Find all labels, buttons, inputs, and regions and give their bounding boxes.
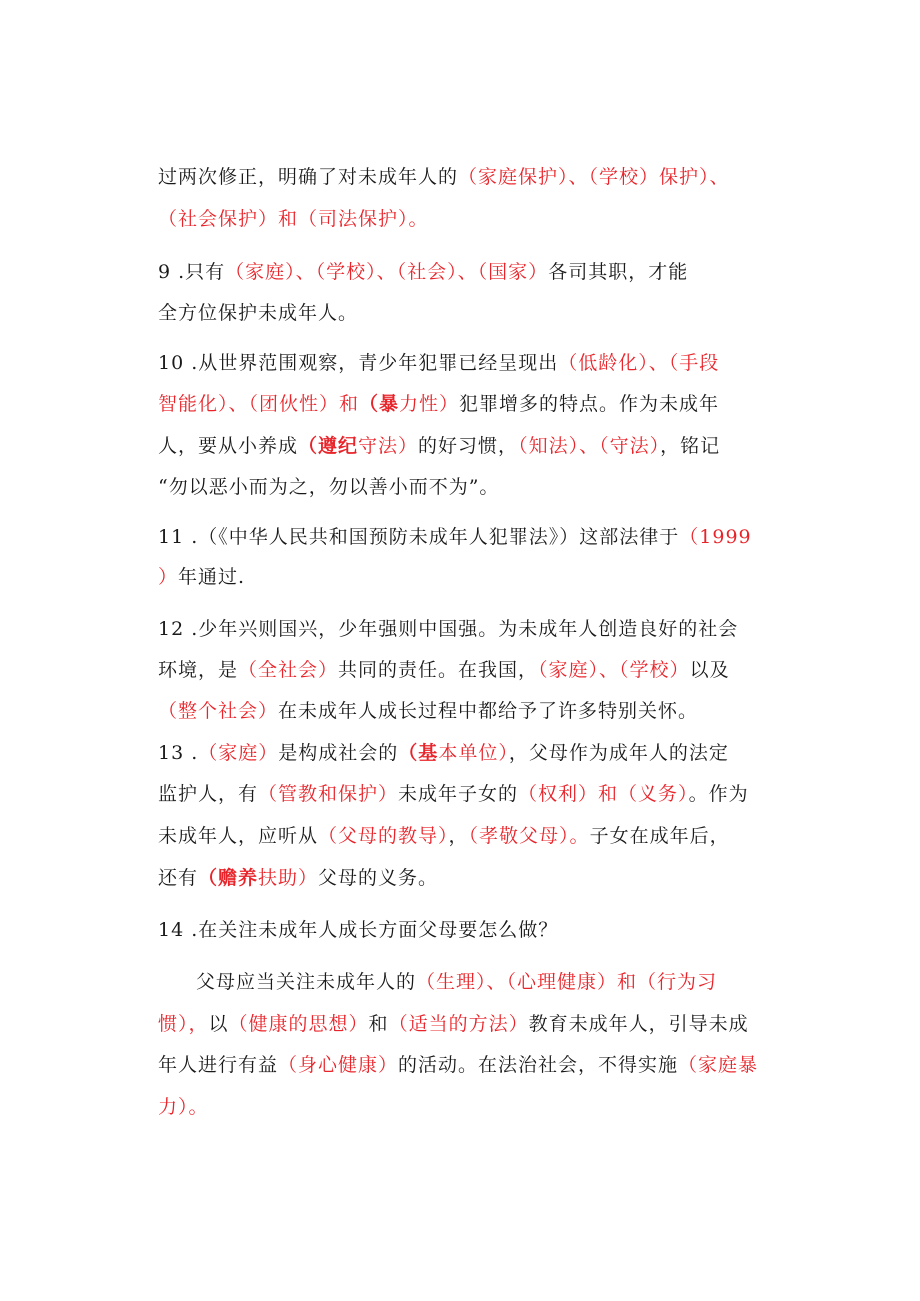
- text-line: [158, 918, 763, 942]
- answer-text: ）: [158, 566, 179, 588]
- body-text: 。作为: [688, 783, 749, 805]
- body-text: 父母的义务。: [318, 867, 439, 889]
- answer-text: （家庭）、（学校）、（社会）、（国家）: [225, 261, 549, 283]
- body-text: 过两次修正，明确了对未成年人的: [158, 166, 459, 188]
- text-line: [158, 475, 763, 499]
- answer-text: （家庭保护）、（学校）保护）、: [458, 166, 730, 188]
- text-line: [158, 1012, 763, 1036]
- answer-text: （生理）、（心理健康）和（行为习: [416, 971, 718, 993]
- body-text: 人，要从小养成: [158, 435, 299, 457]
- body-text: 父母应当关注未成年人的: [196, 971, 417, 993]
- answer-text: 力性）: [399, 393, 460, 415]
- text-line: [158, 301, 763, 325]
- body-text: 是构成社会的: [278, 742, 399, 764]
- text-line: [158, 392, 763, 416]
- answer-text: （整个社会）: [158, 700, 279, 722]
- text-line: [158, 434, 763, 458]
- body-text: 共同的责任。在我国，: [338, 659, 539, 681]
- text-line: [158, 165, 763, 189]
- answer-text: （赡养: [198, 867, 259, 889]
- answer-text: 智能化）、（团伙性）和: [158, 393, 360, 415]
- body-text: 全方位保护未成年人。: [158, 302, 359, 324]
- body-text: 和: [368, 1013, 389, 1035]
- body-text: 在未成年人成长过程中都给予了许多特别关怀。: [278, 700, 699, 722]
- body-text: 未成年人，应听从: [158, 825, 319, 847]
- text-line: [158, 207, 763, 231]
- answer-text: （管教和保护）: [258, 783, 399, 805]
- answer-text: 守法）: [358, 435, 419, 457]
- body-text: 以及: [689, 659, 730, 681]
- body-text: 14 .在关注未成年人成长方面父母要怎么做？: [158, 919, 559, 941]
- body-text: 13 .: [158, 742, 199, 764]
- answer-text: 本单位）: [438, 742, 509, 764]
- body-text: 各司其职，才能: [548, 261, 689, 283]
- text-line: [196, 970, 801, 994]
- answer-text: （全社会）: [238, 659, 339, 681]
- text-line: [158, 824, 763, 848]
- body-text: 10 .从世界范围观察，青少年犯罪已经呈现出: [158, 352, 559, 374]
- answer-text: （低龄化）、（手段: [558, 352, 720, 374]
- answer-text: （父母的教导）: [318, 825, 449, 847]
- answer-text: （暴: [359, 393, 400, 415]
- body-text: 9 .只有: [158, 261, 226, 283]
- answer-text: 力）。: [158, 1096, 209, 1118]
- body-text: 环境，是: [158, 659, 239, 681]
- body-text: 的活动。在法治社会，不得实施: [398, 1054, 679, 1076]
- body-text: ，: [448, 825, 469, 847]
- body-text: ，父母作为成年人的法定: [508, 742, 729, 764]
- body-text: 监护人，有: [158, 783, 259, 805]
- answer-text: （家庭）: [198, 742, 279, 764]
- text-line: [158, 866, 763, 890]
- answer-text: （家庭）、（学校）: [538, 659, 690, 681]
- body-text: 11 .（《中华人民共和国预防未成年人犯罪法》）这部法律于: [158, 526, 680, 548]
- body-text: 年人进行有益: [158, 1054, 279, 1076]
- answer-text: （身心健康）: [278, 1054, 399, 1076]
- answer-text: （基: [398, 742, 439, 764]
- body-text: 犯罪增多的特点。作为未成年: [459, 393, 720, 415]
- answer-text: （健康的思想）: [228, 1013, 369, 1035]
- answer-text: （适当的方法）: [388, 1013, 529, 1035]
- answer-text: （孝敬父母）。: [468, 825, 590, 847]
- body-text: ，铭记: [660, 435, 721, 457]
- text-line: [158, 617, 763, 641]
- body-text: 的好习惯，: [418, 435, 519, 457]
- body-text: 子女在成年后，: [589, 825, 730, 847]
- text-line: [158, 260, 763, 284]
- text-line: [158, 699, 763, 723]
- answer-text: 惯），: [158, 1013, 209, 1035]
- text-line: [158, 741, 763, 765]
- body-text: 教育未成年人，引导未成: [528, 1013, 749, 1035]
- text-line: [158, 658, 763, 682]
- body-text: 以: [208, 1013, 229, 1035]
- body-text: 未成年子女的: [398, 783, 519, 805]
- answer-text: （1999: [679, 526, 752, 548]
- text-line: [158, 1095, 763, 1119]
- answer-text: （知法）、（守法）: [518, 435, 661, 457]
- answer-text: 扶助）: [258, 867, 319, 889]
- answer-text: （家庭暴: [678, 1054, 759, 1076]
- body-text: 年通过.: [178, 566, 246, 588]
- text-line: [158, 351, 763, 375]
- answer-text: （遵纪: [298, 435, 359, 457]
- answer-text: （权利）和（义务）: [518, 783, 689, 805]
- text-line: [158, 782, 763, 806]
- body-text: 12 .少年兴则国兴，少年强则中国强。为未成年人创造良好的社会: [158, 618, 739, 640]
- body-text: 还有: [158, 867, 199, 889]
- text-line: [158, 525, 763, 549]
- text-line: [158, 1053, 763, 1077]
- body-text: “勿以恶小而为之，勿以善小而不为”。: [158, 476, 500, 498]
- answer-text: （社会保护）和（司法保护）。: [158, 208, 429, 230]
- text-line: [158, 565, 763, 589]
